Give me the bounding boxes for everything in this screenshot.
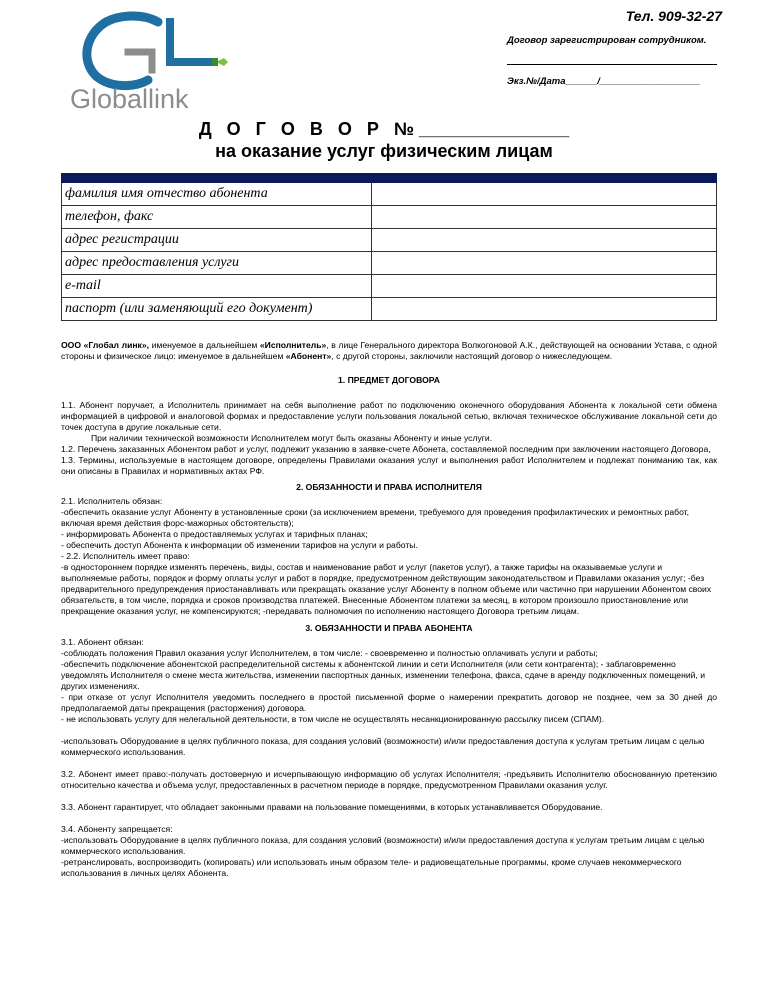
clause-2-2-a: -в одностороннем порядке изменять перечень, виды, состав и наименование работ и услуг (пакетов услуг), а также тарифы на оказываемые услуги и выполняемые работы, порядок и форму оплаты услуг и работ в порядке, предусмотренном действующим законодательством и Правилами оказания услуг; -без предварительного предупреждения приостанавливать или прекращать оказание услуг Абоненту в полном объеме или частично при нарушении Абонентом своих обязательств, в том числе, порядка и сроков производства платежей. Внесенные Абонентом платежи за месяц, в котором произошло приостановление или прекращение оказания услуг, не компенсируются; -передавать полномочия по исполнению настоящего Договора третьим лицам. <box>61 562 712 616</box>
clause-1-1: 1.1. Абонент поручает, а Исполнитель принимает на себя выполнение работ по подключению оконечного оборудования Абонента к локальной сети обмена информацией в цифровой и аналоговой формах и предоставление услуги пользования локальной сетью, включая техническое обслуживание локальной сети до точек доступа в другие локальные сети. <box>61 400 717 432</box>
clause-1-1-note: При наличии технической возможности Исполнителем могут быть оказаны Абоненту и иные услуги. <box>91 433 493 443</box>
preamble-subscriber: «Абонент» <box>285 351 332 361</box>
title-line1: Д О Г О В О Р № <box>198 119 419 139</box>
preamble-text: , с другой стороны, заключили настоящий договор о нижеследующем. <box>331 351 613 361</box>
field-label-fullname: фамилия имя отчество абонента <box>62 183 372 206</box>
section-2-title: 2. ОБЯЗАННОСТИ И ПРАВА ИСПОЛНИТЕЛЯ <box>296 482 482 492</box>
clause-3-1-d: - не использовать услугу для нелегальной деятельности, в том числе не осуществлять несанкционированную рассылку писем (СПАМ). <box>61 714 605 724</box>
logo-text: Globallink <box>70 84 189 114</box>
field-value-service-address[interactable] <box>372 252 717 275</box>
registration-signature-line <box>507 64 717 65</box>
subscriber-form-table <box>61 173 717 321</box>
clause-3-4-b: -ретранслировать, воспроизводить (копировать) или использовать иным образом теле- и радиовещательные программы, кроме случаев некоммерческого использования в личных целях Абонента. <box>61 857 682 878</box>
gl-emblem <box>87 16 228 86</box>
field-value-email[interactable] <box>372 275 717 298</box>
preamble-text: именуемое в дальнейшем <box>151 340 260 350</box>
clause-3-1-e: -использовать Оборудование в целях публичного показа, для создания условий (возможности) и/или предоставления доступа к услугам третьим лицам с целью коммерческого использования. <box>61 736 705 757</box>
field-value-passport[interactable] <box>372 298 717 321</box>
preamble-company: ООО «Глобал линк», <box>61 340 152 350</box>
form-row <box>62 183 717 206</box>
clause-3-1: 3.1. Абонент обязан: <box>61 637 144 647</box>
preamble-text: , в лице Генерального директора Волкогоновой А.К., действующей на основании Устава, с одной стороны и физическое лицо: именуемое в дальнейшем <box>61 340 717 361</box>
form-row <box>62 298 717 321</box>
field-label-passport: паспорт (или заменяющий его документ) <box>62 298 372 321</box>
clause-3-4: 3.4. Абоненту запрещается: <box>61 824 173 834</box>
form-row <box>62 229 717 252</box>
clause-3-1-a: -соблюдать положения Правил оказания услуг Исполнителем, в том числе: - своевременно и полностью оплачивать услуги и работы; <box>61 648 598 658</box>
preamble-executor: «Исполнитель» <box>259 340 327 350</box>
clause-2-2: - 2.2. Исполнитель имеет право: <box>61 551 190 561</box>
contract-title <box>0 118 768 162</box>
clause-3-1-b: -обеспечить подключение абонентской распределительной системы к абонентской линии и сети Исполнителя (или сети контрагента); - заблаговременно уведомлять Исполнителя о смене места жительства, изменении паспортных данных, изменении телефона, факса, сдаче в аренду подключенных помещений, и других изменениях. <box>61 659 705 691</box>
title-line2: на оказание услуг физическим лицам <box>215 141 553 161</box>
clause-3-4-a: -использовать Оборудование в целях публичного показа, для создания условий (возможности) и/или предоставления доступа к услугам третьим лицам с целью коммерческого использования. <box>61 835 705 856</box>
clause-3-1-c: - при отказе от услуг Исполнителя уведомить последнего в простой письменной форме о намерении прекратить договор не позднее, чем за 30 дней до предполагаемой даты прекращения (расторжения) договора. <box>61 692 717 713</box>
form-row <box>62 206 717 229</box>
title-number-blank: _______________ <box>418 119 570 139</box>
clause-2-1-c: - обеспечить доступ Абонента к информации об изменении тарифов на услуги и работы. <box>61 540 418 550</box>
clause-3-2: 3.2. Абонент имеет право:-получать достоверную и исчерпывающую информацию об услугах Исполнителя; -предъявить Исполнителю обоснованную претензию относительно качества и объема услуг, предоставленных в расчетном периоде в порядке, предусмотренном Правилами оказания услуг. <box>61 769 717 790</box>
form-row <box>62 275 717 298</box>
phone-number: Тел. 909-32-27 <box>625 8 722 24</box>
contract-body <box>61 340 717 879</box>
form-row <box>62 252 717 275</box>
clause-1-2: 1.2. Перечень заказанных Абонентом работ и услуг, подлежит указанию в заявке-счете Абонета, составляемой последним при заключении настоящего Договора, <box>61 444 711 454</box>
section-3-title: 3. ОБЯЗАННОСТИ И ПРАВА АБОНЕНТА <box>305 623 473 633</box>
clause-1-3: 1.3. Термины, используемые в настоящем договоре, определены Правилами оказания услуг и выполнения работ Исполнителем и подлежат пониманию так, как они описаны в Правилах и нормативных актах РФ. <box>61 455 717 476</box>
form-header-bar <box>62 174 717 183</box>
globallink-logo <box>66 10 236 115</box>
preamble <box>61 340 717 362</box>
registered-note: Договор зарегистрирован сотрудником. <box>507 35 707 46</box>
field-label-email: e-mail <box>62 275 372 298</box>
clause-2-1-b: - информировать Абонента о предоставляемых услугах и тарифных планах; <box>61 529 368 539</box>
field-value-fullname[interactable] <box>372 183 717 206</box>
field-value-reg-address[interactable] <box>372 229 717 252</box>
field-label-reg-address: адрес регистрации <box>62 229 372 252</box>
clause-2-1-a: -обеспечить оказание услуг Абоненту в установленные сроки (за исключением времени, требуемого для проведения профилактических и ремонтных работ, включая время действия форс-мажорных обстоятельств); <box>61 507 690 528</box>
section-1-title: 1. ПРЕДМЕТ ДОГОВОРА <box>338 375 440 385</box>
copy-date-label: Экз.№/Дата______/___________________ <box>507 76 701 87</box>
field-label-service-address: адрес предоставления услуги <box>62 252 372 275</box>
clause-2-1: 2.1. Исполнитель обязан: <box>61 496 163 506</box>
clause-3-3: 3.3. Абонент гарантирует, что обладает законными правами на пользование помещениями, в которых устанавливается Оборудование. <box>61 802 603 812</box>
field-label-phone: телефон, факс <box>62 206 372 229</box>
field-value-phone[interactable] <box>372 206 717 229</box>
